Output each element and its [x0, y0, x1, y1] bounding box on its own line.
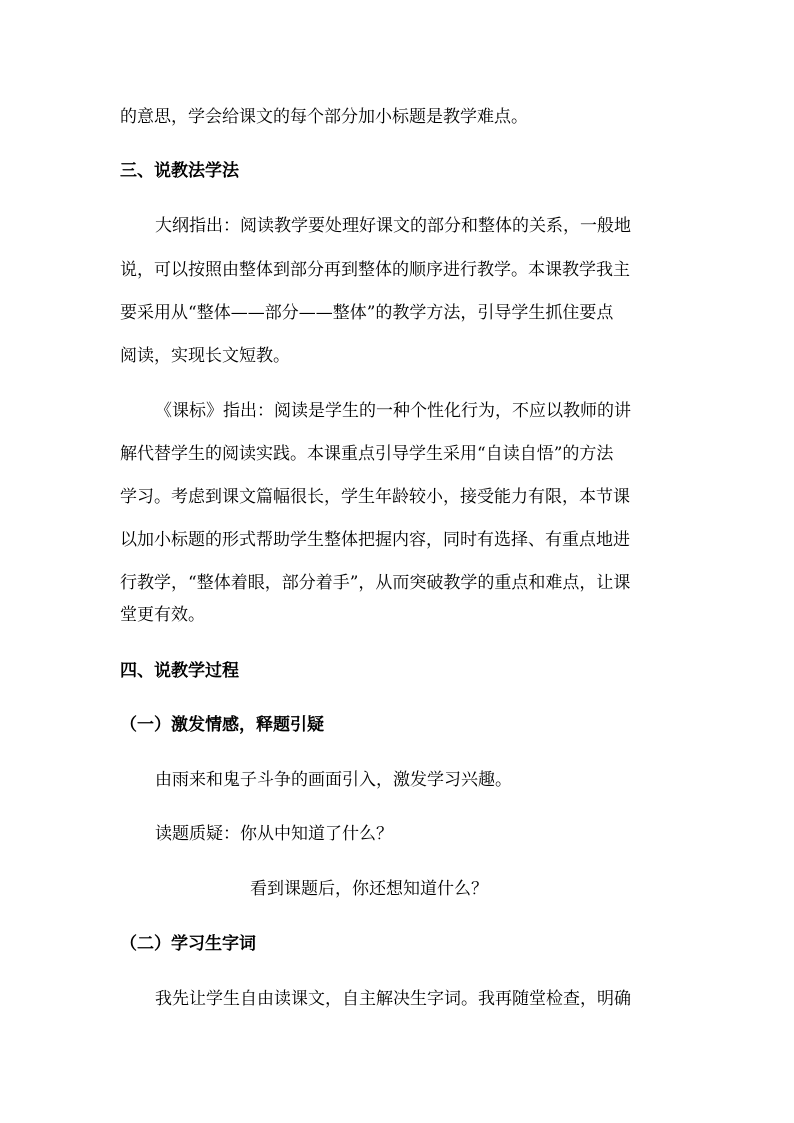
paragraph-line: 说，可以按照由整体到部分再到整体的顺序进行教学。本课教学我主	[120, 260, 630, 280]
paragraph-line: 由雨来和鬼子斗争的画面引入，激发学习兴趣。	[155, 770, 512, 790]
paragraph-line: 读题质疑：你从中知道了什么？	[155, 824, 393, 844]
paragraph-line: 大纲指出：阅读教学要处理好课文的部分和整体的关系，一般地	[155, 216, 631, 236]
section-heading-teaching-process: 四、说教学过程	[120, 661, 239, 681]
paragraph-line: 的意思，学会给课文的每个部分加小标题是教学难点。	[120, 107, 528, 127]
section-heading-teaching-methods: 三、说教法学法	[120, 161, 239, 181]
paragraph-line: 学习。考虑到课文篇幅很长，学生年龄较小，接受能力有限，本节课	[120, 487, 630, 507]
paragraph-line: 以加小标题的形式帮助学生整体把握内容，同时有选择、有重点地进	[120, 530, 630, 550]
paragraph-line: 要采用从“整体——部分——整体”的教学方法，引导学生抓住要点	[120, 303, 614, 323]
paragraph-line: 堂更有效。	[120, 605, 205, 625]
paragraph-line: 阅读，实现长文短教。	[120, 346, 290, 366]
paragraph-line: 我先让学生自由读课文，自主解决生字词。我再随堂检查，明确	[155, 989, 631, 1009]
paragraph-line: 解代替学生的阅读实践。本课重点引导学生采用“自读自悟”的方法	[120, 444, 614, 464]
paragraph-line: 《课标》指出：阅读是学生的一种个性化行为，不应以教师的讲	[155, 401, 631, 421]
subsection-heading-2: （二）学习生字词	[120, 934, 256, 954]
paragraph-line: 行教学，“整体着眼，部分着手”，从而突破教学的重点和难点，让课	[120, 573, 631, 593]
subsection-heading-1: （一）激发情感，释题引疑	[120, 715, 324, 735]
paragraph-line: 看到课题后，你还想知道什么？	[250, 879, 488, 899]
